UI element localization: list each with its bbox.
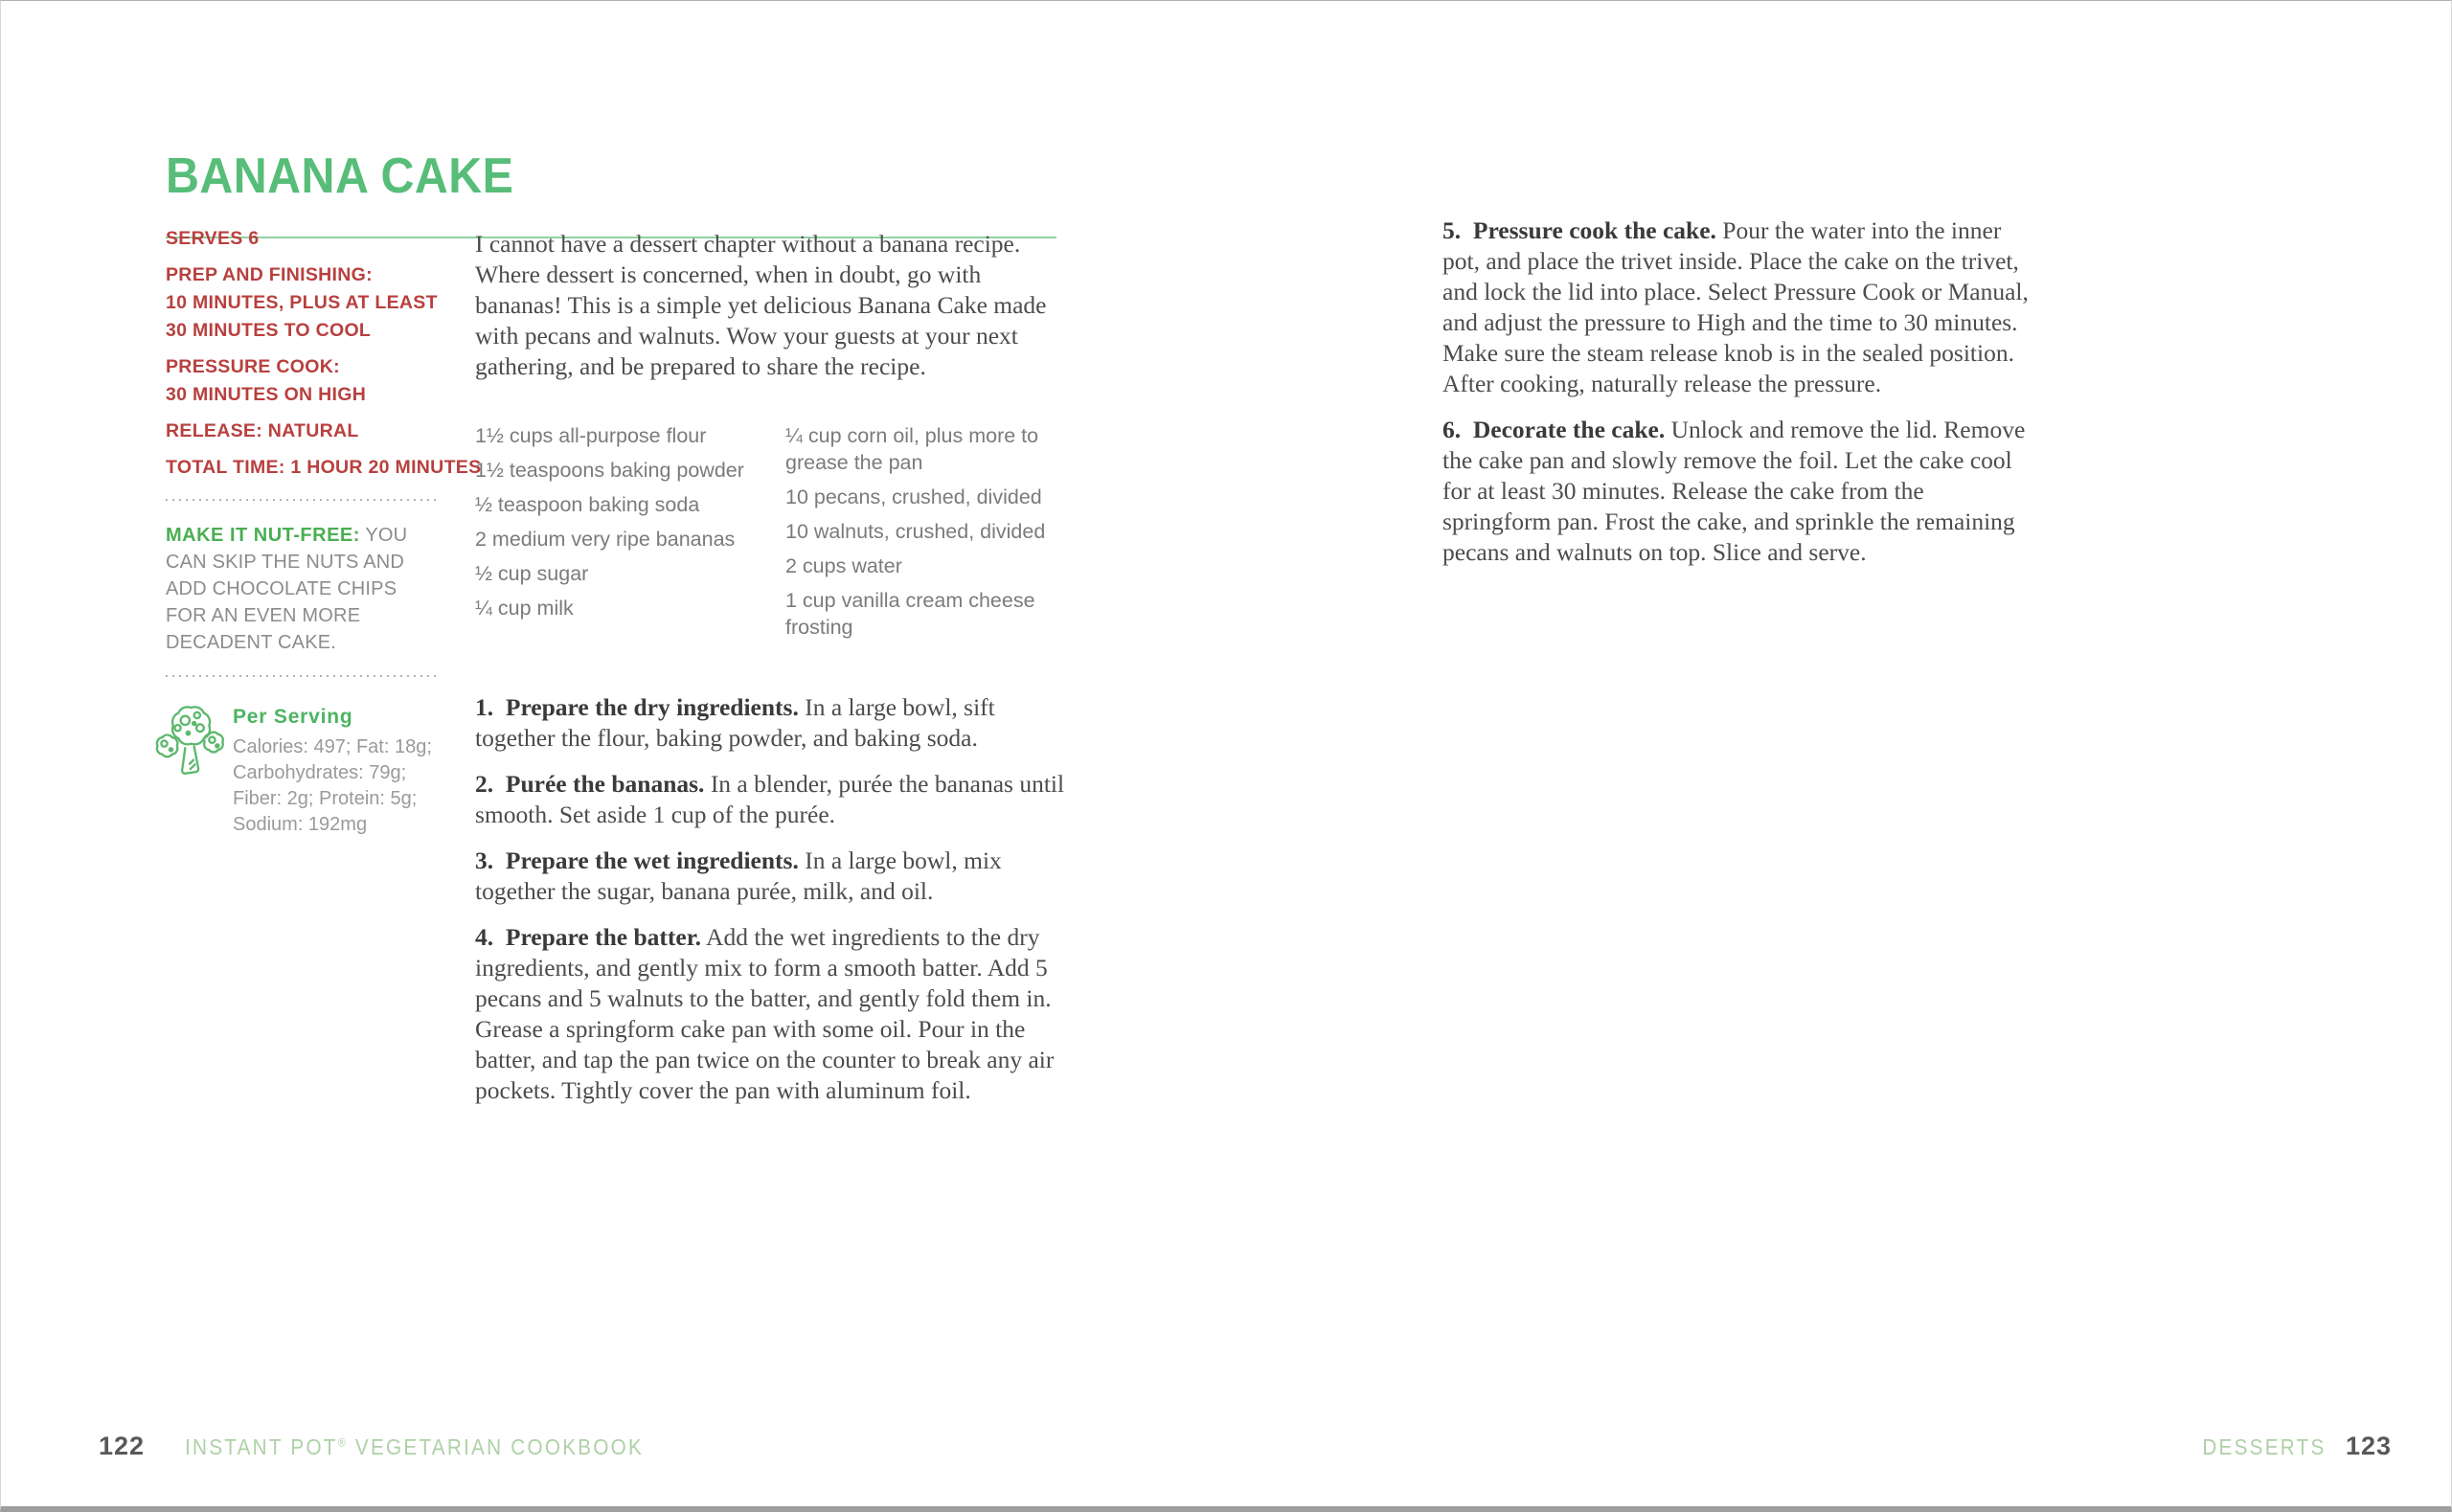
- nutrition-line: Calories: 497; Fat: 18g;: [233, 736, 432, 757]
- step-number: 6.: [1442, 416, 1462, 443]
- nutrition-line: Carbohydrates: 79g;: [233, 762, 407, 783]
- ingredient: ½ cup sugar: [475, 562, 589, 585]
- step-number: 3.: [475, 846, 494, 874]
- nutrition-line: Fiber: 2g; Protein: 5g;: [233, 788, 418, 809]
- meta-line: PRESSURE COOK:: [166, 356, 340, 377]
- nut-free-tip-text: YOU CAN SKIP THE NUTS AND ADD CHOCOLATE CHIPS FOR AN EVEN MORE DECADENT CAKE.: [166, 525, 408, 653]
- dotted-divider: [166, 675, 439, 677]
- left-page-footer: [99, 1432, 694, 1461]
- step-lead: Decorate the cake.: [1472, 416, 1666, 443]
- meta-line: 10 MINUTES, PLUS AT LEAST: [166, 292, 438, 313]
- instruction-steps: [475, 692, 1067, 1106]
- step-text: Pour the water into the inner pot, and place the trivet inside. Place the cake on the trivet, and lock the lid into place. Select Pressure Cook or Manual, and adjust the pressure to High and the time to 30 minutes. Make sure the steam release knob is in the sealed position. After cooking, naturally release the pressure.: [1442, 216, 2029, 397]
- ingredient: ¼ cup corn oil, plus more to grease the pan: [785, 424, 1039, 474]
- ingredient: 1 cup vanilla cream cheese frosting: [785, 589, 1035, 639]
- dotted-divider: [166, 499, 439, 501]
- ingredients-column-2: [785, 422, 1065, 648]
- meta-prep: [166, 261, 439, 345]
- step-number: 2.: [475, 770, 494, 798]
- ingredient: 1½ teaspoons baking powder: [475, 459, 744, 482]
- recipe-intro: I cannot have a dessert chapter without a banana recipe. Where dessert is concerned, when in doubt, go with bananas! This is a simple yet delicious Banana Cake made with pecans and walnuts. Wow your guests at your next gathering, and be prepared to share the recipe.: [475, 230, 1047, 380]
- per-serving-block: [166, 702, 439, 838]
- right-page-column: [1442, 215, 2029, 583]
- step-lead: Prepare the dry ingredients.: [505, 693, 799, 721]
- ingredient: 2 medium very ripe bananas: [475, 528, 736, 551]
- meta-line: RELEASE: NATURAL: [166, 420, 359, 441]
- step-2: [475, 769, 1067, 830]
- step-number: 5.: [1442, 216, 1462, 244]
- ingredient: 10 pecans, crushed, divided: [785, 485, 1042, 508]
- ingredient: 1½ cups all-purpose flour: [475, 424, 707, 447]
- ingredient: ½ teaspoon baking soda: [475, 493, 700, 516]
- per-serving-heading: Per Serving: [233, 706, 353, 728]
- left-page-number: 122: [99, 1432, 146, 1460]
- step-lead: Purée the bananas.: [505, 770, 705, 798]
- meta-total-time: [166, 454, 482, 482]
- step-text: In a large bowl, sift together the flour, baking powder, and baking soda.: [475, 693, 995, 752]
- registered-trademark-symbol: ®: [337, 1435, 348, 1450]
- step-lead: Prepare the wet ingredients.: [505, 846, 799, 874]
- nut-free-tip-label: MAKE IT NUT-FREE:: [166, 525, 360, 546]
- meta-line: 30 MINUTES ON HIGH: [166, 384, 367, 405]
- step-number: 1.: [475, 693, 494, 721]
- right-page-footer: [2189, 1432, 2392, 1461]
- ingredients-column-1: [475, 422, 762, 648]
- section-title: DESSERTS: [2202, 1434, 2327, 1459]
- ingredients-list: [475, 422, 1067, 648]
- recipe-title: BANANA CAKE: [166, 147, 514, 204]
- per-serving-text: [233, 702, 432, 838]
- nut-free-tip: [166, 522, 439, 656]
- meta-pressure-cook: [166, 353, 439, 409]
- broccoli-icon: [152, 702, 227, 782]
- nutrition-line: Sodium: 192mg: [233, 814, 368, 835]
- book-title-text: VEGETARIAN COOKBOOK: [347, 1434, 645, 1459]
- meta-release: [166, 417, 439, 445]
- step-lead: Pressure cook the cake.: [1472, 216, 1716, 244]
- step-6: [1442, 415, 2029, 568]
- book-title: [185, 1434, 644, 1460]
- step-number: 4.: [475, 923, 494, 951]
- meta-serves: [166, 225, 439, 253]
- recipe-sidebar: [166, 225, 482, 838]
- step-5: [1442, 215, 2029, 399]
- left-page-column: [475, 229, 1067, 1121]
- ingredient: ¼ cup milk: [475, 597, 574, 620]
- step-lead: Prepare the batter.: [505, 923, 702, 951]
- step-4: [475, 922, 1067, 1106]
- ingredient: 10 walnuts, crushed, divided: [785, 520, 1046, 543]
- right-page-number: 123: [2345, 1432, 2392, 1460]
- step-1: [475, 692, 1067, 754]
- meta-line: 30 MINUTES TO COOL: [166, 320, 372, 341]
- step-text: Unlock and remove the lid. Remove the cake pan and slowly remove the foil. Let the cake cool for at least 30 minutes. Release the cake from the springform pan. Frost the cake, and sprinkle the remaining pecans and walnuts on top. Slice and serve.: [1442, 416, 2026, 566]
- ingredient: 2 cups water: [785, 554, 902, 577]
- step-text: In a large bowl, mix together the sugar, banana purée, milk, and oil.: [475, 846, 1002, 905]
- meta-line: TOTAL TIME: 1 HOUR 20 MINUTES: [166, 457, 482, 478]
- book-title-text: INSTANT POT: [185, 1434, 338, 1459]
- meta-line: SERVES 6: [166, 228, 260, 249]
- step-text: In a blender, purée the bananas until smooth. Set aside 1 cup of the purée.: [475, 770, 1065, 828]
- step-text: Add the wet ingredients to the dry ingredients, and gently mix to form a smooth batter. Add 5 pecans and 5 walnuts to the batter, and gently fold them in. Grease a springform cake pan with some oil. Pour in the batter, and tap the pan twice on the counter to break any air pockets. Tightly cover the pan with aluminum foil.: [475, 923, 1055, 1104]
- step-3: [475, 846, 1067, 907]
- meta-line: PREP AND FINISHING:: [166, 264, 373, 285]
